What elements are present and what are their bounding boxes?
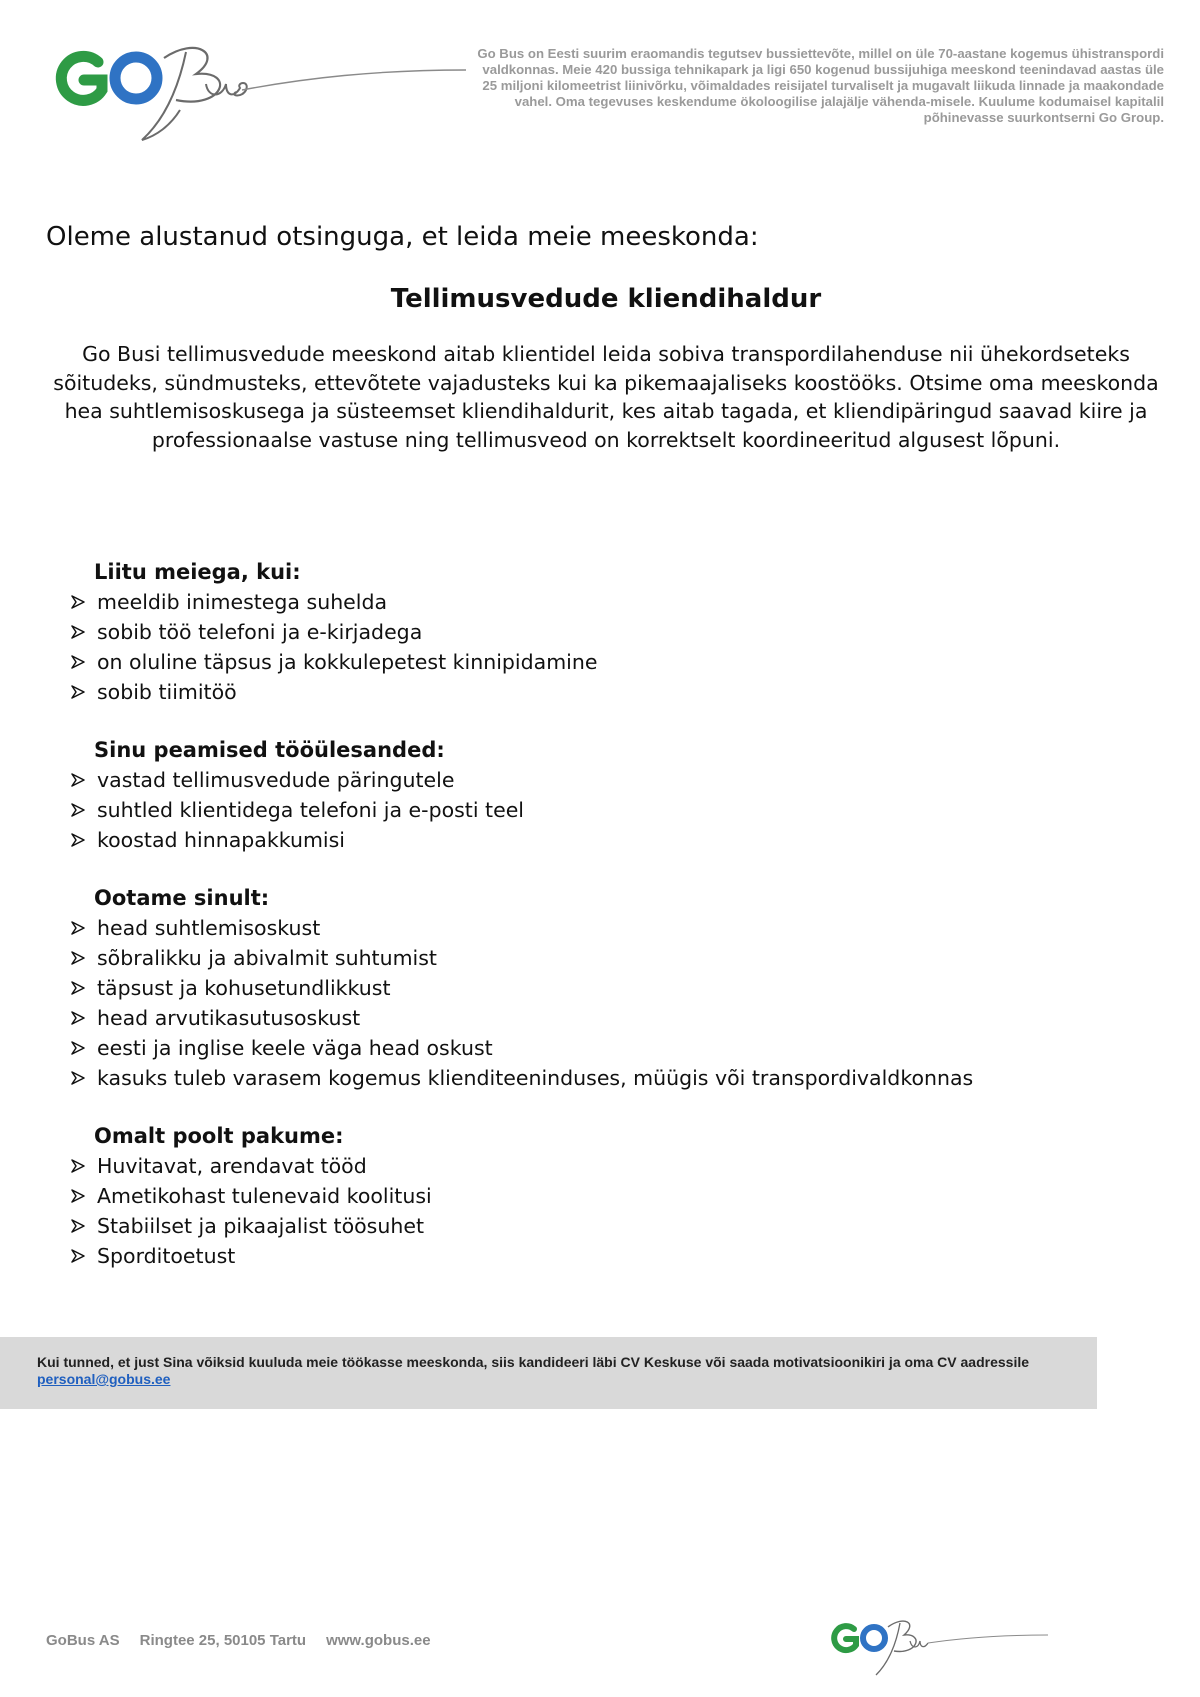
list-item: meeldib inimestega suhelda [70,587,597,617]
section-heading-offer: Omalt poolt pakume: [94,1124,344,1148]
gobus-logo [828,1615,1048,1685]
section-heading-tasks: Sinu peamised tööülesanded: [94,738,445,762]
list-item: koostad hinnapakkumisi [70,825,524,855]
list-item: suhtled klientidega telefoni ja e-posti teel [70,795,524,825]
arrowhead-bullet-icon [70,920,86,936]
bullet-list-join [70,587,597,707]
list-item: head suhtlemisoskust [70,913,973,943]
footer-company: GoBus AS [46,1632,120,1649]
arrowhead-bullet-icon [70,772,86,788]
arrowhead-bullet-icon [70,832,86,848]
arrowhead-bullet-icon [70,624,86,640]
list-item: sobib töö telefoni ja e-kirjadega [70,617,597,647]
footer [46,1632,431,1649]
arrowhead-bullet-icon [70,1040,86,1056]
arrowhead-bullet-icon [70,1158,86,1174]
list-item: täpsust ja kohusetundlikkust [70,973,973,1003]
arrowhead-bullet-icon [70,1248,86,1264]
email-link[interactable]: personal@gobus.ee [37,1371,171,1387]
company-blurb: Go Bus on Eesti suurim eraomandis tegutsev bussiettevõte, millel on üle 70-aastane kogemus ühistranspordi valdkonnas. Meie 420 bussiga tehnikapark ja ligi 650 kogenud bussijuhiga meeskond teenindavad aastas üle 25 miljoni kilomeetrist liinivõrku, võimaldades reisijatel turvaliselt ja mugavalt liikuda linnade ja maakondade vahel. Oma tegevuses keskendume ökoloogilise jalajälje vähenda-misele. Kuulume kodumaisel kapitalil põhinevasse suurkontserni Go Group. [477,46,1164,125]
list-item: sobib tiimitöö [70,677,597,707]
bullet-list-requirements [70,913,973,1093]
arrowhead-bullet-icon [70,654,86,670]
arrowhead-bullet-icon [70,802,86,818]
bullet-list-offer [70,1151,432,1271]
list-item: vastad tellimusvedude päringutele [70,765,524,795]
arrowhead-bullet-icon [70,980,86,996]
intro-heading: Oleme alustanud otsinguga, et leida meie meeskonda: [46,222,759,252]
arrowhead-bullet-icon [70,1218,86,1234]
footer-website-link[interactable]: www.gobus.ee [326,1632,431,1649]
footer-address: Ringtee 25, 50105 Tartu [139,1632,307,1649]
job-title: Tellimusvedude kliendihaldur [390,284,822,314]
job-description: Go Busi tellimusvedude meeskond aitab klientidel leida sobiva transpordilahenduse nii ühekordseteks sõitudeks, sündmusteks, ettevõtete vajadusteks kui ka pikemaajaliseks koostööks. Otsime oma meeskonda hea suhtlemisoskusega ja süsteemset kliendihaldurit, kes aitab tagada, et kliendipäringud saavad kiire ja professionaalse vastuse ning tellimusveod on korrektselt koordineeritud algusest lõpuni. [53,342,1159,452]
list-item: eesti ja inglise keele väga head oskust [70,1033,973,1063]
arrowhead-bullet-icon [70,594,86,610]
section-heading-requirements: Ootame sinult: [94,886,270,910]
bullet-list-tasks [70,765,524,855]
apply-text: Kui tunned, et just Sina võiksid kuuluda meie töökasse meeskonda, siis kandideeri läbi CV Keskuse või saada motivatsioonikiri ja oma CV aadressile personal@gobus.ee [37,1354,1030,1387]
gobus-logo [46,40,466,155]
arrowhead-bullet-icon [70,1010,86,1026]
arrowhead-bullet-icon [70,684,86,700]
list-item: kasuks tuleb varasem kogemus klienditeeninduses, müügis või transpordivaldkonnas [70,1063,973,1093]
apply-banner [0,1337,1097,1409]
arrowhead-bullet-icon [70,1070,86,1086]
list-item: sõbralikku ja abivalmit suhtumist [70,943,973,973]
arrowhead-bullet-icon [70,950,86,966]
arrowhead-bullet-icon [70,1188,86,1204]
list-item: Huvitavat, arendavat tööd [70,1151,432,1181]
list-item: Stabiilset ja pikaajalist töösuhet [70,1211,432,1241]
list-item: Ametikohast tulenevaid koolitusi [70,1181,432,1211]
list-item: Sporditoetust [70,1241,432,1271]
list-item: on oluline täpsus ja kokkulepetest kinnipidamine [70,647,597,677]
section-heading-join: Liitu meiega, kui: [94,560,301,584]
list-item: head arvutikasutusoskust [70,1003,973,1033]
